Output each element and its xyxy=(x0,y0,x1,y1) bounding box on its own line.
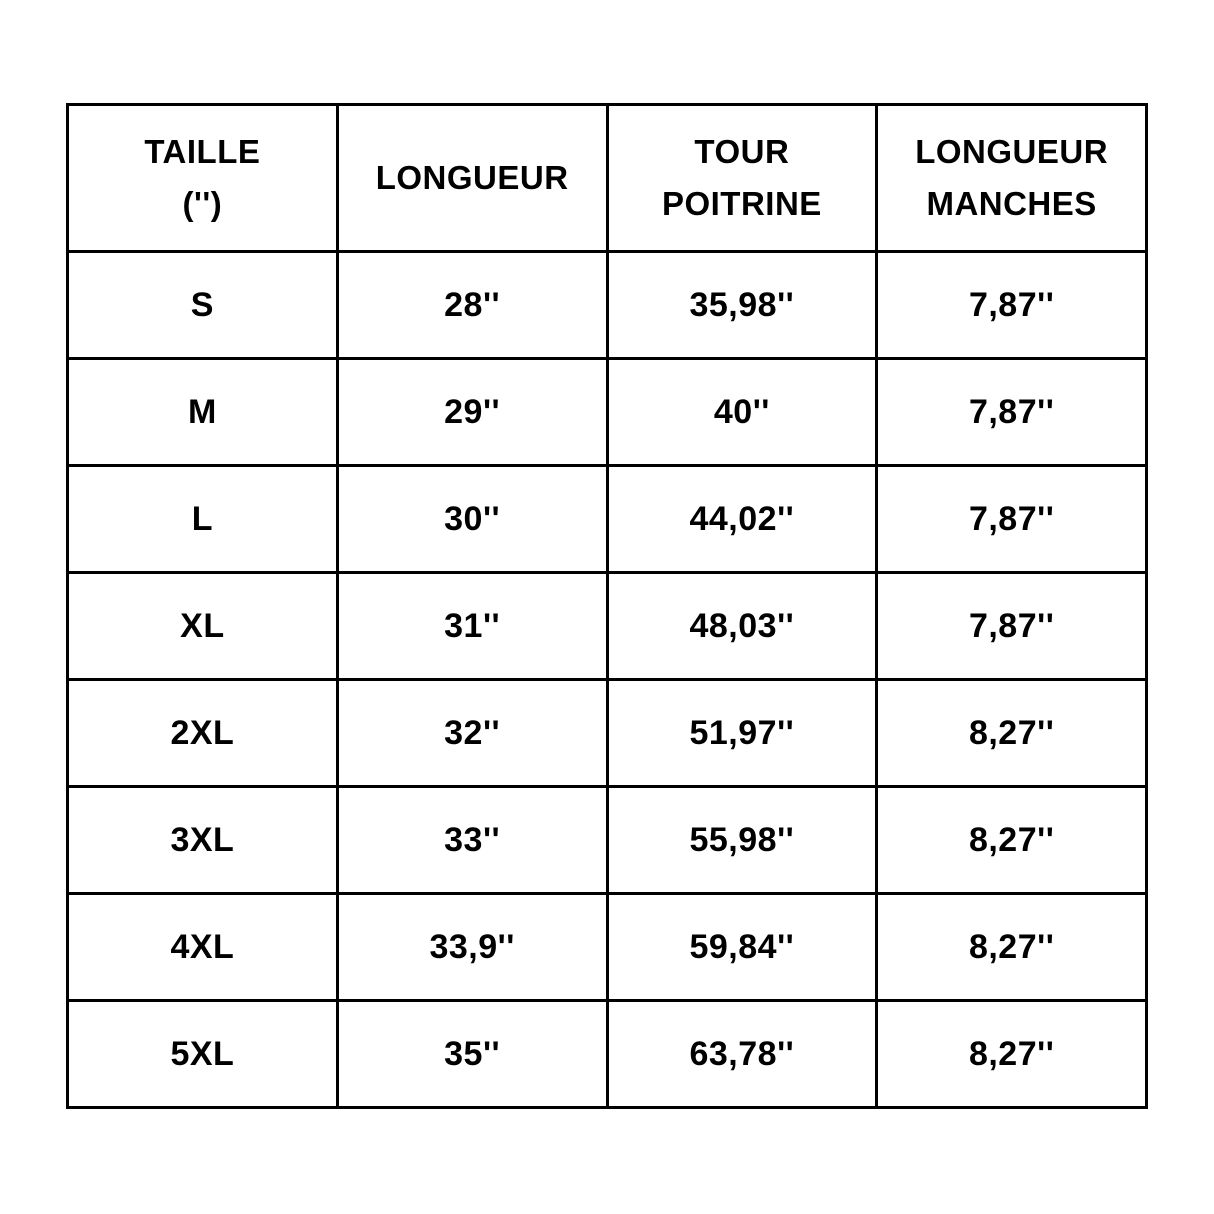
cell-longueur-manches: 8,27'' xyxy=(877,1001,1147,1108)
cell-longueur: 33'' xyxy=(337,787,607,894)
cell-longueur: 32'' xyxy=(337,680,607,787)
cell-taille: 2XL xyxy=(68,680,338,787)
cell-taille: S xyxy=(68,252,338,359)
table-row xyxy=(68,1001,1147,1108)
cell-taille: XL xyxy=(68,573,338,680)
cell-tour-poitrine: 48,03'' xyxy=(607,573,877,680)
column-header-longueur xyxy=(337,105,607,252)
column-header-line: POITRINE xyxy=(661,185,822,222)
cell-taille: L xyxy=(68,466,338,573)
table-row xyxy=(68,573,1147,680)
cell-longueur: 29'' xyxy=(337,359,607,466)
cell-longueur-manches: 7,87'' xyxy=(877,359,1147,466)
cell-longueur-manches: 7,87'' xyxy=(877,252,1147,359)
column-header-line: LONGUEUR xyxy=(915,133,1109,170)
column-header-line: ('') xyxy=(182,185,223,222)
column-header-line: TOUR xyxy=(694,133,790,170)
cell-longueur-manches: 8,27'' xyxy=(877,894,1147,1001)
table-body xyxy=(68,252,1147,1108)
table-row xyxy=(68,252,1147,359)
table-header xyxy=(68,105,1147,252)
cell-taille: 5XL xyxy=(68,1001,338,1108)
cell-tour-poitrine: 44,02'' xyxy=(607,466,877,573)
column-header-line: LONGUEUR xyxy=(375,159,569,196)
cell-tour-poitrine: 55,98'' xyxy=(607,787,877,894)
cell-longueur: 30'' xyxy=(337,466,607,573)
cell-tour-poitrine: 59,84'' xyxy=(607,894,877,1001)
cell-longueur-manches: 7,87'' xyxy=(877,466,1147,573)
table-row xyxy=(68,466,1147,573)
cell-taille: 4XL xyxy=(68,894,338,1001)
cell-longueur-manches: 8,27'' xyxy=(877,787,1147,894)
cell-tour-poitrine: 63,78'' xyxy=(607,1001,877,1108)
table-row xyxy=(68,680,1147,787)
table-row xyxy=(68,894,1147,1001)
cell-longueur: 35'' xyxy=(337,1001,607,1108)
cell-longueur: 33,9'' xyxy=(337,894,607,1001)
cell-longueur: 31'' xyxy=(337,573,607,680)
cell-tour-poitrine: 40'' xyxy=(607,359,877,466)
column-header-taille xyxy=(68,105,338,252)
column-header-line: TAILLE xyxy=(144,133,261,170)
cell-tour-poitrine: 35,98'' xyxy=(607,252,877,359)
table-row xyxy=(68,787,1147,894)
cell-longueur-manches: 7,87'' xyxy=(877,573,1147,680)
cell-longueur-manches: 8,27'' xyxy=(877,680,1147,787)
cell-taille: M xyxy=(68,359,338,466)
table-row xyxy=(68,359,1147,466)
size-chart-table xyxy=(66,103,1148,1109)
cell-taille: 3XL xyxy=(68,787,338,894)
header-row xyxy=(68,105,1147,252)
cell-tour-poitrine: 51,97'' xyxy=(607,680,877,787)
column-header-line: MANCHES xyxy=(926,185,1097,222)
cell-longueur: 28'' xyxy=(337,252,607,359)
column-header-tour-poitrine xyxy=(607,105,877,252)
column-header-longueur-manches xyxy=(877,105,1147,252)
